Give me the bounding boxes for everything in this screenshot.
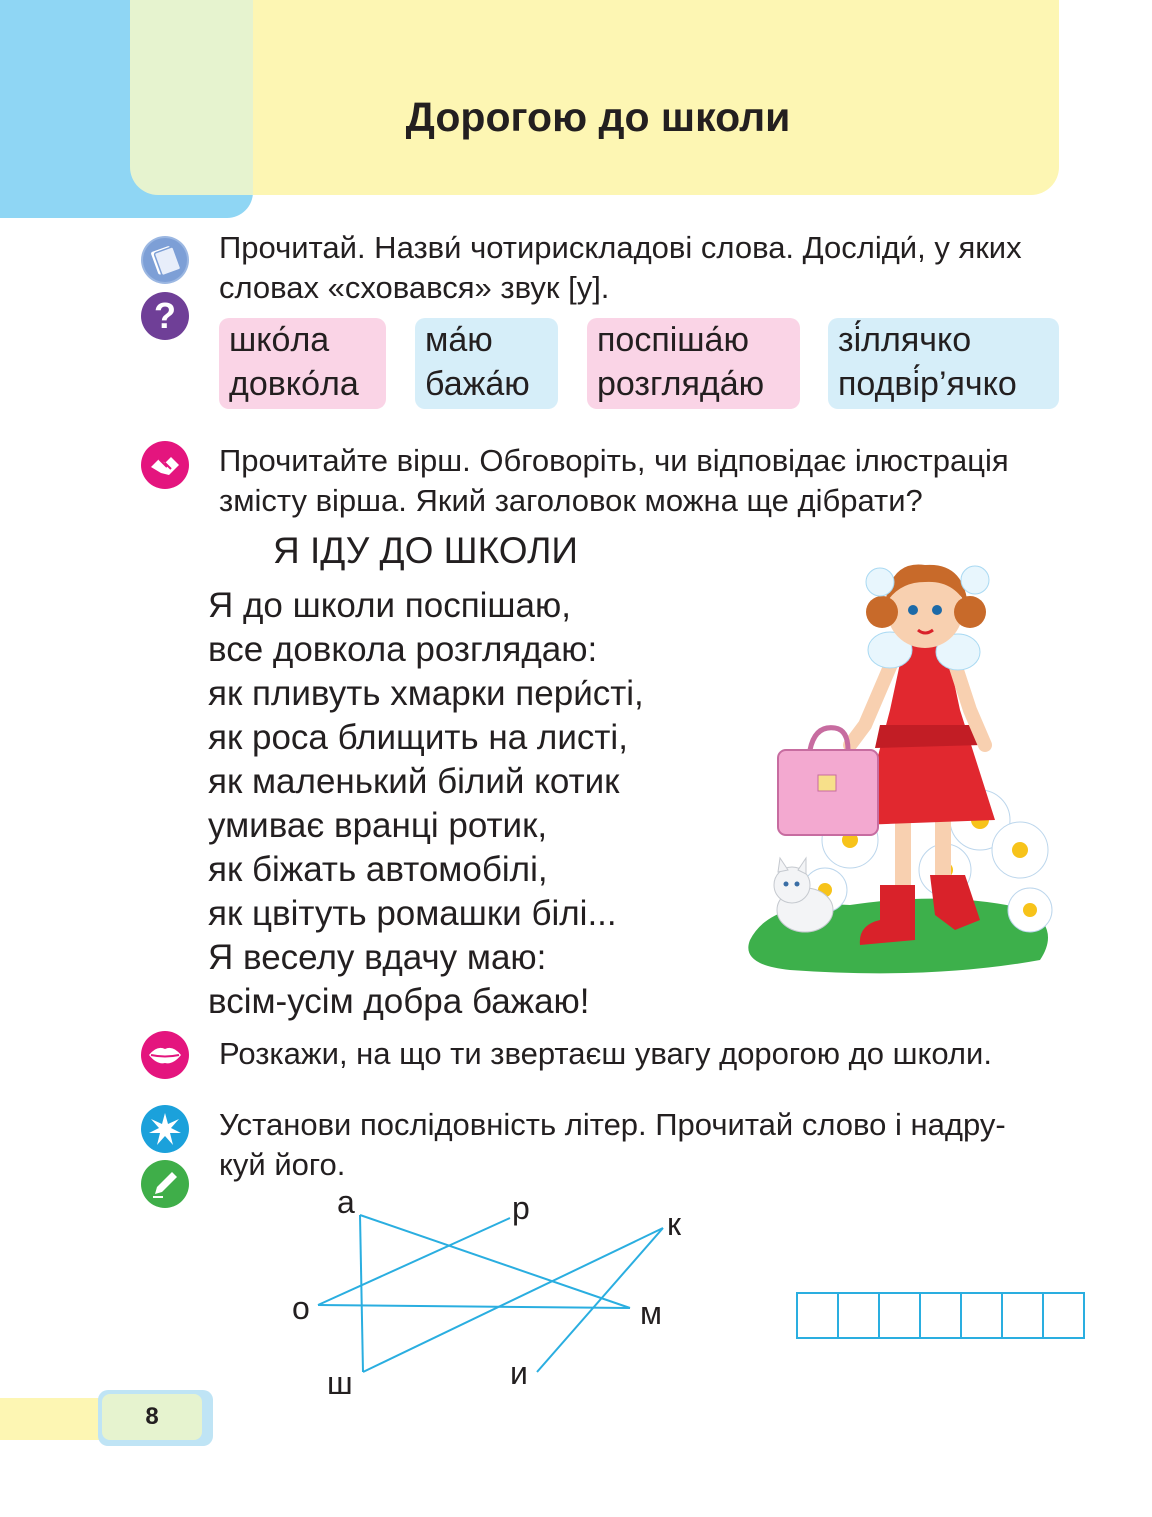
word: поспіша́ю (597, 321, 749, 359)
word: подві́р’ячко (838, 365, 1017, 403)
poem-line: як маленький білий котик (208, 762, 620, 801)
poem-line: як роса блищить на листі, (208, 718, 628, 757)
page-number: 8 (145, 1403, 159, 1430)
letter-y: и (510, 1355, 528, 1391)
answer-cell[interactable] (1044, 1294, 1083, 1337)
poem-line: всім-усім добра бажаю! (208, 982, 590, 1021)
answer-cell[interactable] (1003, 1294, 1044, 1337)
poem-line: умиває вранці ротик, (208, 806, 548, 845)
task4-line2: куй його. (219, 1147, 346, 1182)
task1-line2: словах «сховався» звук [у]. (219, 270, 610, 305)
word: ма́ю (425, 321, 493, 359)
letter-a: а (337, 1184, 355, 1220)
letter-o: о (292, 1290, 310, 1326)
task3-instruction: Розкажи, на що ти звертаєш увагу дорогою до школи. (219, 1036, 992, 1071)
answer-cell[interactable] (798, 1294, 839, 1337)
poem-line: Я до школи поспішаю, (208, 586, 571, 625)
letter-k: к (667, 1206, 681, 1242)
poem-line: як пливуть хмарки пери́сті, (208, 674, 644, 713)
page-title: Дорогою до школи (405, 94, 791, 140)
poem-title: Я ІДУ ДО ШКОЛИ (273, 530, 578, 571)
word: шко́ла (229, 321, 330, 359)
task2-line1: Прочитайте вірш. Обговоріть, чи відповідає ілюстрація (219, 443, 1009, 478)
answer-cell[interactable] (880, 1294, 921, 1337)
poem-line: Я веселу вдачу маю: (208, 938, 547, 977)
task2-line2: змісту вірша. Який заголовок можна ще дібрати? (219, 483, 923, 518)
word: довко́ла (229, 365, 359, 403)
answer-grid[interactable] (796, 1292, 1085, 1339)
answer-cell[interactable] (839, 1294, 880, 1337)
poem-line: все довкола розглядаю: (208, 630, 598, 669)
word: розгляда́ю (597, 365, 765, 403)
letter-r: р (512, 1190, 530, 1226)
letter-sh: ш (327, 1365, 353, 1401)
svg-text:?: ? (154, 295, 176, 336)
answer-cell[interactable] (962, 1294, 1003, 1337)
answer-cell[interactable] (921, 1294, 962, 1337)
poem-line: як цвітуть ромашки білі... (208, 894, 617, 933)
word: бажа́ю (425, 365, 530, 403)
letter-m: м (640, 1295, 662, 1331)
poem-line: як біжать автомобілі, (208, 850, 548, 889)
word: зі́ллячко (838, 321, 972, 359)
task1-line1: Прочитай. Назви́ чотирискладові слова. Досліди́, у яких (219, 230, 1022, 265)
task4-line1: Установи послідовність літер. Прочитай слово і надру- (219, 1107, 1006, 1142)
